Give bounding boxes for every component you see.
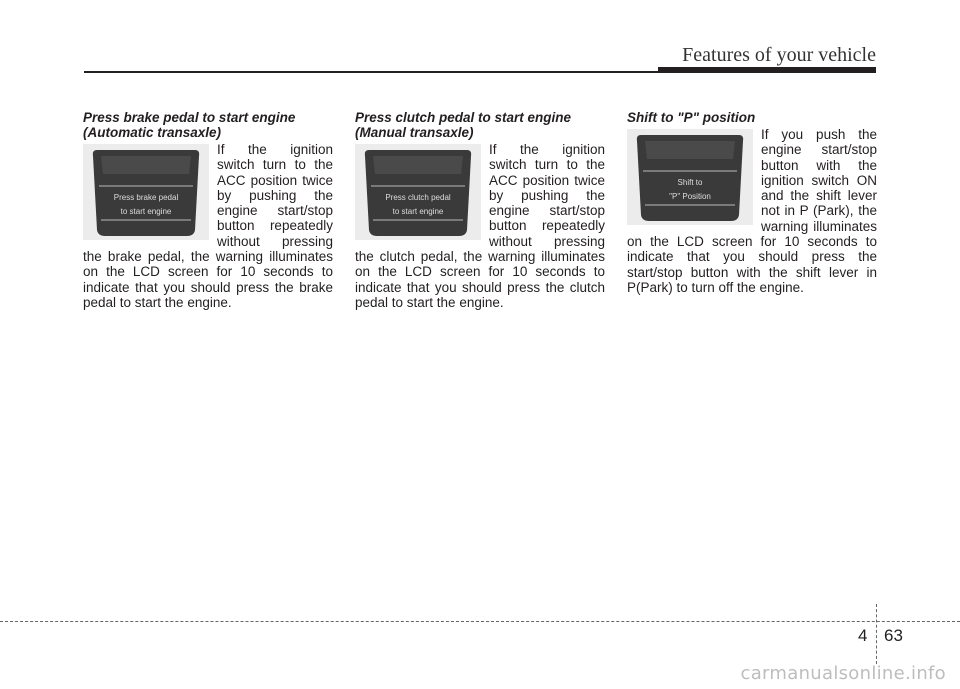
footer-rule	[0, 621, 960, 622]
section-body: If the ignition switch turn to the ACC position twice by pushing the engine start/stop button repeatedly without pressing the brake pedal, the warning illuminates on the LCD screen for 10 seconds to indicate that you should press the brake pedal to start the engine.	[83, 142, 333, 310]
lcd-warning-illustration	[83, 144, 209, 240]
section-heading: Press brake pedal to start engine (Automatic transaxle)	[83, 110, 296, 140]
header-rule-accent	[658, 67, 876, 73]
lcd-text-line1: Shift to	[677, 178, 703, 187]
lcd-text-line2: to start engine	[120, 207, 172, 216]
page-header-title: Features of your vehicle	[682, 44, 876, 66]
section-body: If you push the engine start/stop button with the ignition switch ON and the shift lever not in P (Park), the warning illuminates on the LCD screen for 10 seconds to indicate that you should press the start/stop button with the shift lever in P(Park) to turn off the engine.	[627, 127, 877, 295]
lcd-text-line2: to start engine	[392, 207, 444, 216]
footer-divider	[876, 604, 877, 664]
lcd-text-line2: "P" Position	[669, 192, 711, 201]
page-number: 63	[884, 626, 903, 645]
watermark: carmanualsonline.info	[740, 663, 946, 684]
section-heading: Press clutch pedal to start engine (Manual transaxle)	[355, 110, 572, 140]
section-heading: Shift to "P" position	[627, 110, 756, 125]
lcd-warning-illustration	[627, 129, 753, 225]
section-clutch-pedal	[355, 110, 605, 310]
lcd-warning-illustration	[355, 144, 481, 240]
section-shift-to-p	[627, 110, 877, 295]
lcd-text-line1: Press clutch pedal	[385, 193, 451, 202]
section-body: If the ignition switch turn to the ACC position twice by pushing the engine start/stop button repeatedly without pressing the clutch pedal, the warning illuminates on the LCD screen for 10 seconds to indicate that you should press the clutch pedal to start the engine.	[355, 142, 605, 310]
section-brake-pedal	[83, 110, 333, 310]
lcd-text-line1: Press brake pedal	[113, 193, 179, 202]
chapter-number: 4	[858, 626, 868, 645]
